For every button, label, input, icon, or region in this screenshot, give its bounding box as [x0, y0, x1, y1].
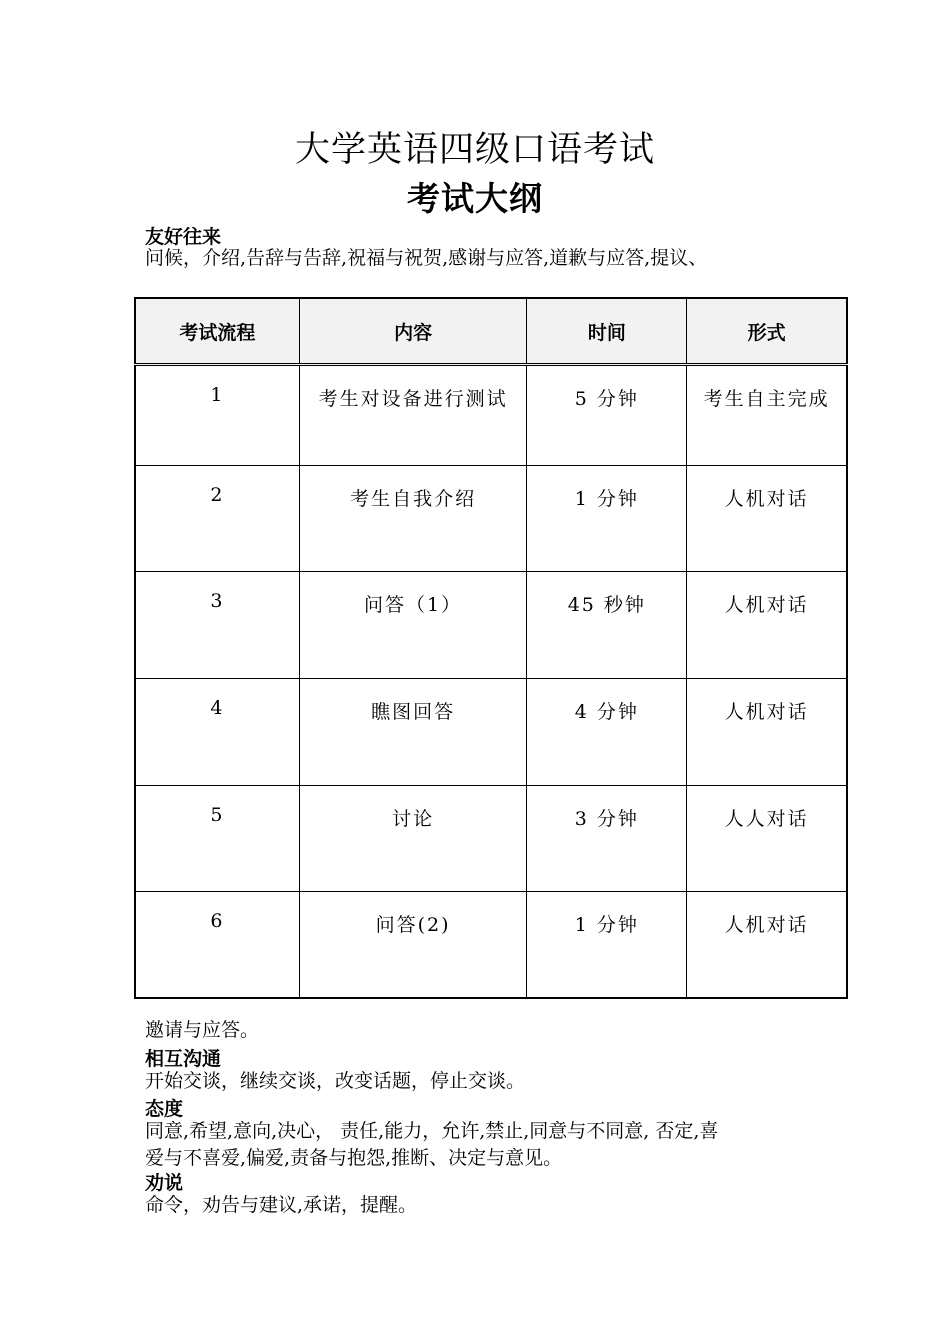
- table-row: [135, 365, 847, 466]
- section-text-friendly-exchange-line2: 邀请与应答。: [145, 1019, 260, 1041]
- table-cell-step: 5: [135, 786, 299, 892]
- table-cell-format: 人机对话: [687, 679, 847, 786]
- header-cell-content: 内容: [299, 298, 527, 365]
- table-cell-step: 6: [135, 892, 299, 998]
- section-heading-friendly-exchange: 友好往来: [145, 226, 222, 248]
- table-cell-time: 1 分钟: [527, 466, 687, 572]
- table-cell-time: 5 分钟: [527, 365, 687, 466]
- section-text-communication: 开始交谈，继续交谈，改变话题，停止交谈。: [145, 1070, 526, 1092]
- table-cell-content: 问答（1）: [299, 572, 527, 679]
- table-row: [135, 786, 847, 892]
- table-row: [135, 466, 847, 572]
- table-cell-step: 1: [135, 365, 299, 466]
- section-text-persuasion: 命令，劝告与建议,承诺，提醒。: [145, 1194, 418, 1216]
- table-row: [135, 572, 847, 679]
- table-cell-time: 1 分钟: [527, 892, 687, 998]
- table-cell-step: 3: [135, 572, 299, 679]
- section-heading-communication: 相互沟通: [145, 1048, 222, 1070]
- table-cell-format: 人人对话: [687, 786, 847, 892]
- table-cell-content: 瞧图回答: [299, 679, 527, 786]
- header-cell-format: 形式: [687, 298, 847, 365]
- section-heading-persuasion: 劝说: [145, 1172, 184, 1194]
- table-cell-time: 4 分钟: [527, 679, 687, 786]
- table-row: [135, 679, 847, 786]
- table-cell-format: 人机对话: [687, 892, 847, 998]
- table-cell-time: 3 分钟: [527, 786, 687, 892]
- section-text-attitude-line1: 同意,希望,意向,决心， 责任,能力，允许,禁止,同意与不同意, 否定,喜: [145, 1120, 719, 1142]
- table-cell-format: 人机对话: [687, 572, 847, 679]
- exam-procedure-table: [134, 297, 848, 999]
- table-cell-content: 问答(2): [299, 892, 527, 998]
- table-cell-step: 2: [135, 466, 299, 572]
- header-cell-procedure: 考试流程: [135, 298, 299, 365]
- table-cell-format: 考生自主完成: [687, 365, 847, 466]
- document-subtitle: 考试大纲: [407, 179, 543, 218]
- document-title: 大学英语四级口语考试: [294, 130, 655, 170]
- table-cell-content: 讨论: [299, 786, 527, 892]
- table-cell-content: 考生自我介绍: [299, 466, 527, 572]
- table-row: [135, 892, 847, 998]
- table-cell-step: 4: [135, 679, 299, 786]
- table-cell-content: 考生对设备进行测试: [299, 365, 527, 466]
- header-cell-time: 时间: [527, 298, 687, 365]
- table-header-row: [135, 298, 847, 365]
- section-text-attitude-line2: 爱与不喜爱,偏爱,责备与抱怨,推断、决定与意见。: [145, 1147, 563, 1169]
- table-cell-time: 45 秒钟: [527, 572, 687, 679]
- section-text-friendly-exchange-line1: 问候，介绍,告辞与告辞,祝福与祝贺,感谢与应答,道歉与应答,提议、: [145, 247, 708, 269]
- section-heading-attitude: 态度: [145, 1098, 184, 1120]
- table-cell-format: 人机对话: [687, 466, 847, 572]
